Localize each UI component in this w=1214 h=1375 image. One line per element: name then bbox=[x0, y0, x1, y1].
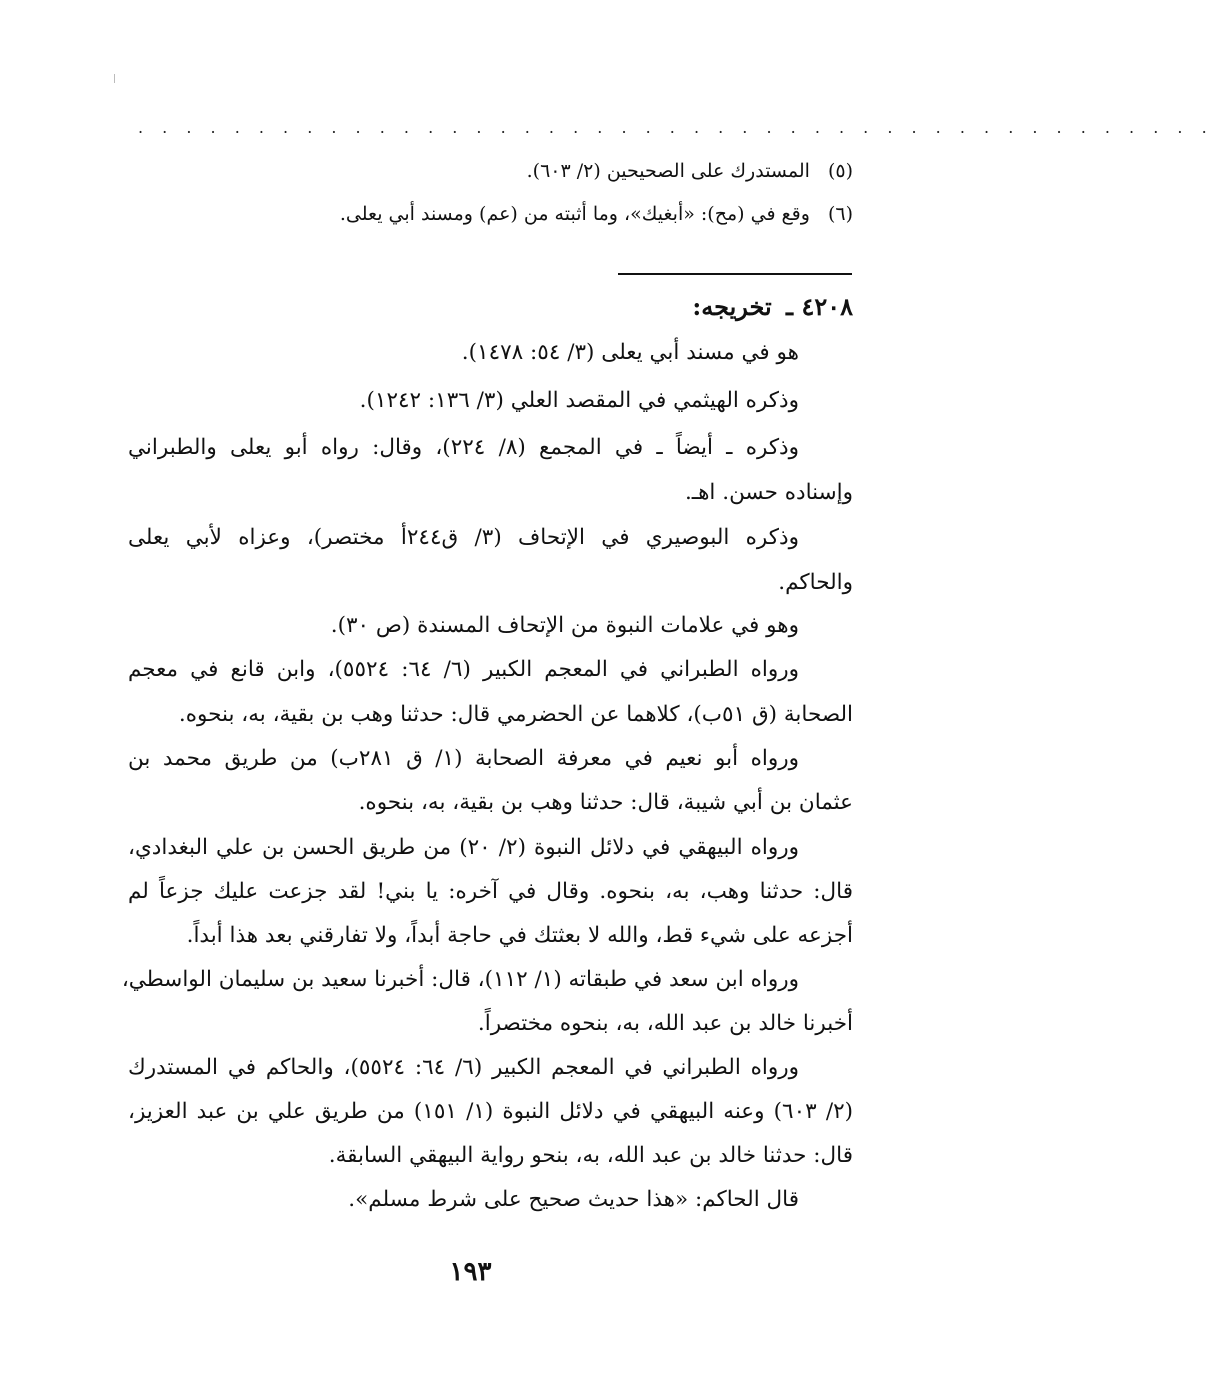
body-line: (٢/ ٦٠٣) وعنه البيهقي في دلائل النبوة (١/ ١٥١) من طريق علي بن عبد العزيز، bbox=[128, 1099, 854, 1124]
heading-number: ٤٢٠٨ ـ bbox=[786, 292, 853, 321]
body-line: هو في مسند أبي يعلى (٣/ ٥٤: ١٤٧٨). bbox=[461, 340, 799, 365]
section-heading bbox=[692, 292, 853, 321]
body-line: وإسناده حسن. اهـ. bbox=[684, 480, 853, 505]
page-number: ١٩٣ bbox=[449, 1257, 492, 1287]
body-line: وذكره البوصيري في الإتحاف (٣/ ق٢٤٤أ مختصر)، وعزاه لأبي يعلى bbox=[128, 525, 799, 550]
body-line: ورواه ابن سعد في طبقاته (١/ ١١٢)، قال: أخبرنا سعيد بن سليمان الواسطي، bbox=[121, 967, 799, 992]
body-line: أخبرنا خالد بن عبد الله، به، بنحوه مختصراً. bbox=[477, 1011, 853, 1036]
footnote-text: المستدرك على الصحيحين (٢/ ٦٠٣). bbox=[526, 160, 810, 182]
body-line: وذكره ـ أيضاً ـ في المجمع (٨/ ٢٢٤)، وقال: رواه أبو يعلى والطبراني bbox=[128, 435, 800, 460]
body-line: قال: حدثنا وهب، به، بنحوه. وقال في آخره: يا بني! لقد جزعت عليك جزعاً لم bbox=[128, 879, 853, 904]
scan-speck bbox=[114, 74, 115, 83]
footnote-separator-dots: . . . . . . . . . . . . . . . . . . . . . . . . . . . . . . . . . . . . . . . . . . . . . bbox=[138, 118, 1214, 137]
body-line: ورواه الطبراني في المعجم الكبير (٦/ ٦٤: ٥٥٢٤)، وابن قانع في معجم bbox=[128, 657, 800, 682]
body-line: قال: حدثنا خالد بن عبد الله، به، بنحو رواية البيهقي السابقة. bbox=[328, 1143, 853, 1168]
body-line: ورواه الطبراني في المعجم الكبير (٦/ ٦٤: ٥٥٢٤)، والحاكم في المستدرك bbox=[128, 1055, 800, 1080]
body-line: أجزعه على شيء قط، والله لا بعثتك في حاجة أبداً، ولا تفارقني بعد هذا أبداً. bbox=[186, 923, 853, 948]
footnote-number: (٥) bbox=[827, 160, 853, 182]
body-line: عثمان بن أبي شيبة، قال: حدثنا وهب بن بقية، به، بنحوه. bbox=[358, 790, 853, 815]
body-line: وهو في علامات النبوة من الإتحاف المسندة (ص ٣٠). bbox=[330, 613, 799, 638]
heading-title: تخريجه: bbox=[692, 292, 772, 321]
footnote-6 bbox=[340, 203, 853, 225]
body-line: ورواه البيهقي في دلائل النبوة (٢/ ٢٠) من طريق الحسن بن علي البغدادي، bbox=[128, 835, 799, 860]
footnote-5 bbox=[527, 160, 853, 182]
footnote-number: (٦) bbox=[827, 203, 853, 225]
body-line: والحاكم. bbox=[778, 570, 853, 595]
footnote-text: وقع في (مح): «أبغيك»، وما أثبته من (عم) ومسند أبي يعلى. bbox=[339, 203, 810, 225]
body-line: قال الحاكم: «هذا حديث صحيح على شرط مسلم». bbox=[348, 1187, 799, 1212]
section-divider bbox=[618, 273, 852, 275]
body-line: الصحابة (ق ٥١ب)، كلاهما عن الحضرمي قال: حدثنا وهب بن بقية، به، بنحوه. bbox=[178, 702, 853, 727]
body-line: وذكره الهيثمي في المقصد العلي (٣/ ١٣٦: ١٢٤٢). bbox=[359, 388, 799, 413]
body-line: ورواه أبو نعيم في معرفة الصحابة (١/ ق ٢٨١ب) من طريق محمد بن bbox=[128, 746, 799, 771]
